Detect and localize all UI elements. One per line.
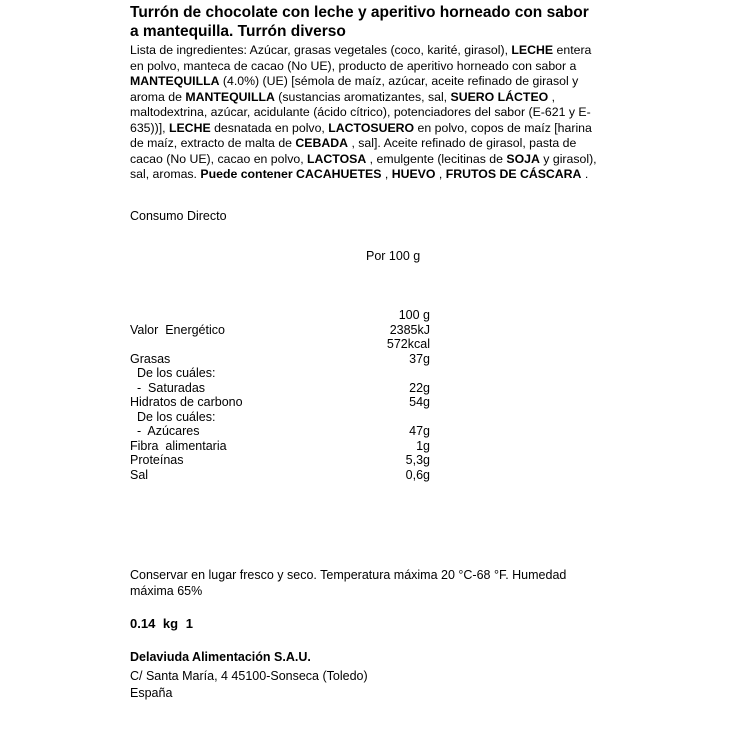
allergen-text: HUEVO bbox=[391, 167, 436, 181]
ingredient-text: desnatada en polvo, bbox=[210, 120, 329, 135]
nutrition-row bbox=[130, 308, 430, 323]
nutrition-row bbox=[130, 468, 430, 483]
company-address bbox=[130, 668, 368, 702]
nutrition-row bbox=[130, 439, 430, 454]
nutrition-row bbox=[130, 410, 430, 425]
ingredient-text: en polvo, copos de maíz [harina de maíz, extracto de malta de bbox=[130, 120, 592, 150]
allergen-text: LACTOSUERO bbox=[328, 120, 415, 135]
allergen-text: CEBADA bbox=[295, 136, 349, 150]
company-name: Delaviuda Alimentación S.A.U. bbox=[130, 650, 311, 664]
allergen-text: SOJA bbox=[506, 151, 540, 166]
ingredient-text: . bbox=[581, 167, 589, 181]
allergen-text: LECHE bbox=[168, 120, 211, 135]
ingredients-list bbox=[130, 43, 600, 183]
ingredient-text: , emulgente (lecitinas de bbox=[366, 151, 507, 166]
nutrient-label: Grasas bbox=[130, 351, 171, 366]
allergen-text: LACTOSA bbox=[307, 151, 367, 166]
ingredient-text: , sal]. Aceite refinado de girasol, pasta de cacao (No UE), cacao en polvo, bbox=[130, 136, 577, 166]
nutrient-value: 0,6g bbox=[405, 467, 430, 482]
nutrition-row bbox=[130, 366, 430, 381]
nutrient-value: 37g bbox=[409, 351, 430, 366]
allergen-text: LECHE bbox=[511, 43, 554, 57]
allergen-text: SUERO LÁCTEO bbox=[450, 89, 549, 104]
consumption-note: Consumo Directo bbox=[130, 209, 227, 223]
nutrient-label: De los cuáles: bbox=[130, 409, 216, 424]
nutrient-value: 47g bbox=[409, 424, 430, 438]
country: España bbox=[130, 686, 173, 700]
nutrition-row bbox=[130, 337, 430, 352]
nutrition-row bbox=[130, 352, 430, 367]
nutrition-row bbox=[130, 424, 430, 439]
ingredient-text: (4.0%) (UE) [sémola de maíz, azúcar, aceite refinado de girasol y aroma de bbox=[130, 74, 579, 104]
nutrient-label: Valor Energético bbox=[130, 322, 225, 337]
nutrition-row bbox=[130, 323, 430, 338]
ingredient-text: , bbox=[435, 167, 446, 181]
nutrient-value: 100 g bbox=[398, 308, 430, 322]
nutrition-row bbox=[130, 453, 430, 468]
allergen-text: MANTEQUILLA bbox=[185, 89, 275, 104]
storage-instructions: Conservar en lugar fresco y seco. Temperatura máxima 20 °C-68 °F. Humedad máxima 65% bbox=[130, 568, 567, 598]
nutrient-value: 54g bbox=[409, 395, 430, 409]
nutrient-label: Fibra alimentaria bbox=[130, 438, 227, 453]
ingredient-text: , bbox=[381, 167, 392, 181]
ingredient-text: (sustancias aromatizantes, sal, bbox=[274, 89, 451, 104]
product-title: Turrón de chocolate con leche y aperitivo horneado con sabor a mantequilla. Turrón diverso bbox=[130, 4, 589, 40]
nutrient-label: Hidratos de carbono bbox=[130, 395, 243, 409]
per-100g-header: Por 100 g bbox=[366, 249, 421, 263]
nutrient-value: 1g bbox=[416, 438, 430, 453]
nutrition-row bbox=[130, 381, 430, 396]
nutrition-table bbox=[130, 308, 430, 482]
ingredient-text: , maltodextrina, azúcar, acidulante (ácido cítrico), potenciadores del sabor (E-621 y E-635))], bbox=[130, 89, 591, 135]
ingredient-text: Lista de ingredientes: Azúcar, grasas vegetales (coco, karité, girasol), bbox=[130, 43, 512, 57]
ingredient-text: entera en polvo, manteca de cacao (No UE), producto de aperitivo horneado con sabor a bbox=[130, 43, 592, 73]
ingredient-text: y girasol), sal, aromas. bbox=[130, 151, 597, 181]
allergen-text: Puede contener CACAHUETES bbox=[200, 167, 382, 181]
net-weight: 0.14 kg 1 bbox=[130, 616, 193, 631]
nutrient-label: - Azúcares bbox=[130, 424, 200, 438]
address-line: C/ Santa María, 4 45100-Sonseca (Toledo) bbox=[130, 669, 368, 683]
nutrient-label: De los cuáles: bbox=[130, 366, 216, 380]
allergen-text: FRUTOS DE CÁSCARA bbox=[445, 167, 582, 181]
nutrient-value: 5,3g bbox=[405, 453, 430, 467]
nutrient-label: Proteínas bbox=[130, 453, 184, 467]
allergen-text: MANTEQUILLA bbox=[130, 74, 220, 88]
nutrient-value: 2385kJ bbox=[389, 322, 430, 337]
nutrient-value: 572kcal bbox=[386, 337, 430, 351]
nutrient-value: 22g bbox=[409, 380, 430, 395]
nutrient-label: - Saturadas bbox=[130, 380, 206, 395]
nutrition-row bbox=[130, 395, 430, 410]
nutrient-label: Sal bbox=[130, 467, 149, 482]
